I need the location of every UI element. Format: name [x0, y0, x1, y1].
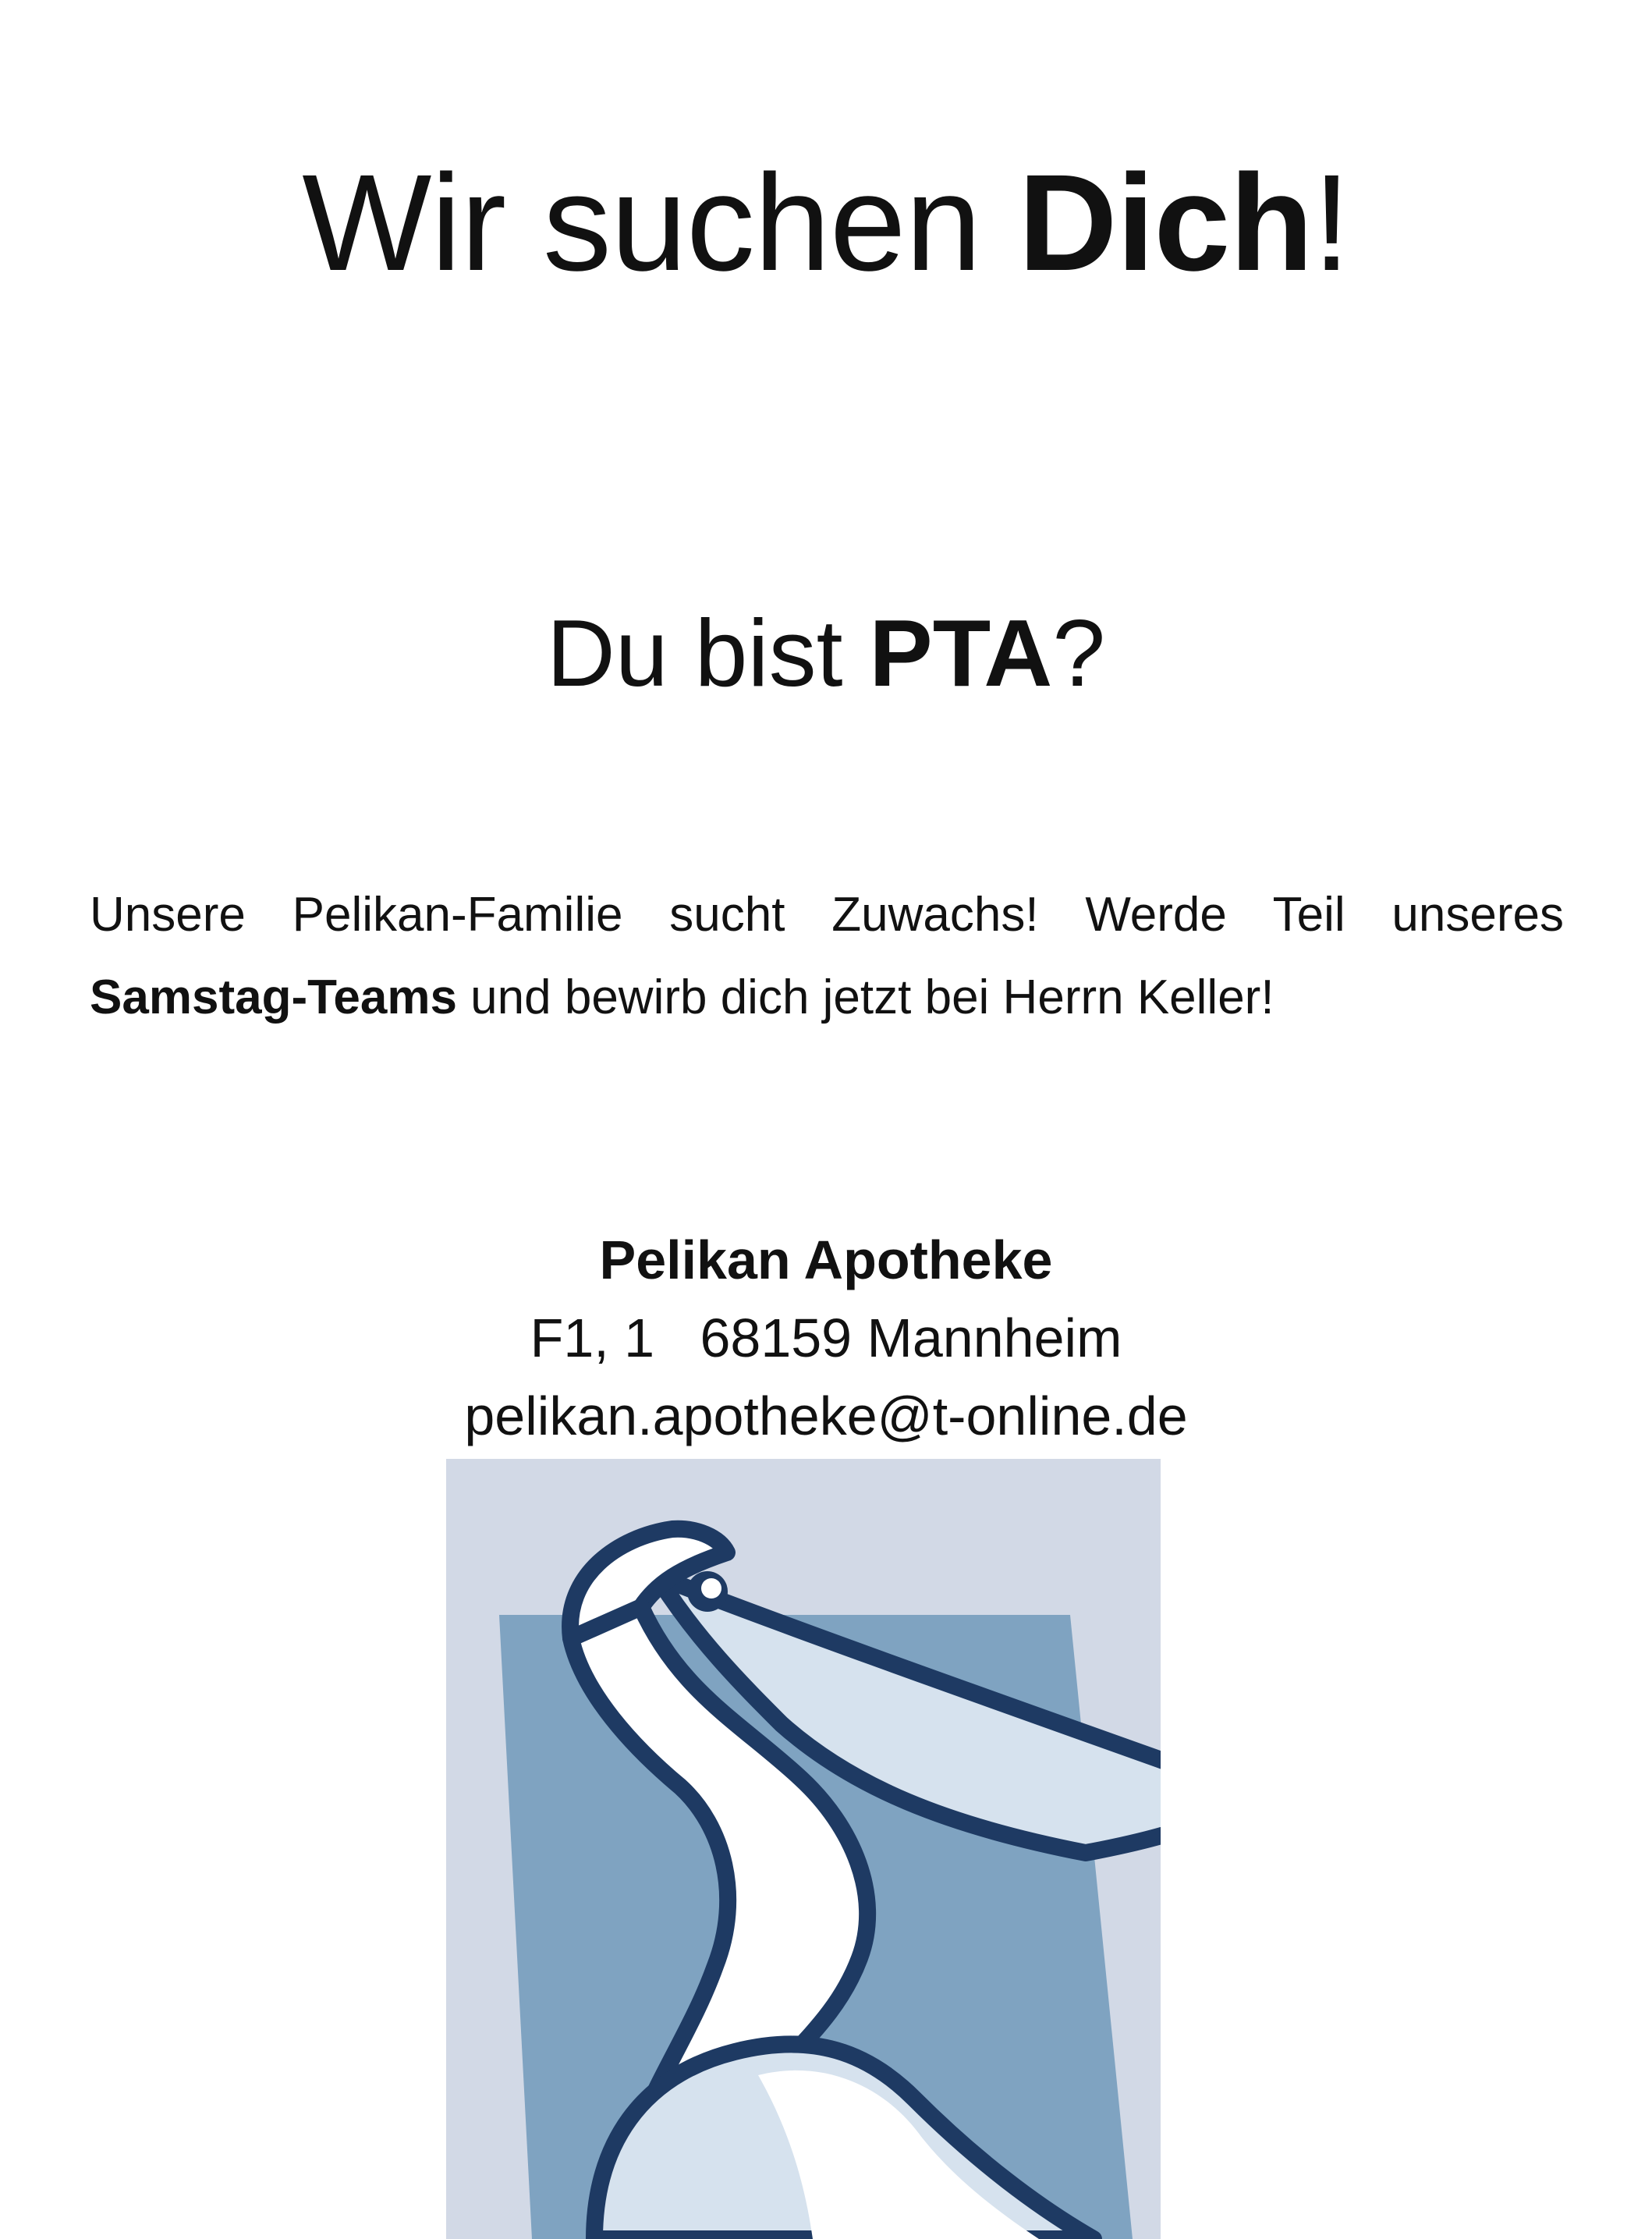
subheadline-emphasis: PTA — [869, 600, 1053, 706]
headline-tail: ! — [1312, 147, 1350, 300]
headline-lead: Wir suchen — [302, 147, 1019, 300]
subheadline — [0, 601, 1652, 705]
email: pelikan.apotheke@t-online.de — [464, 1386, 1188, 1446]
headline-emphasis: Dich — [1018, 147, 1313, 300]
body-part1: Unsere Pelikan-Familie sucht Zuwachs! Werde Teil unseres — [90, 888, 1564, 942]
address: F1, 1 68159 Mannheim — [530, 1308, 1122, 1368]
subheadline-tail: ? — [1052, 600, 1106, 706]
body-emphasis: Samstag-Teams — [90, 970, 457, 1024]
pharmacy-name: Pelikan Apotheke — [599, 1229, 1053, 1290]
contact-block — [0, 1221, 1652, 1455]
eye-highlight — [701, 1578, 721, 1599]
headline — [0, 148, 1652, 300]
pelican-logo-icon — [446, 1459, 1161, 2239]
subheadline-lead: Du bist — [546, 600, 870, 706]
body-part2: und bewirb dich jetzt bei Herrn Keller! — [456, 970, 1274, 1024]
body-paragraph — [90, 874, 1564, 1039]
